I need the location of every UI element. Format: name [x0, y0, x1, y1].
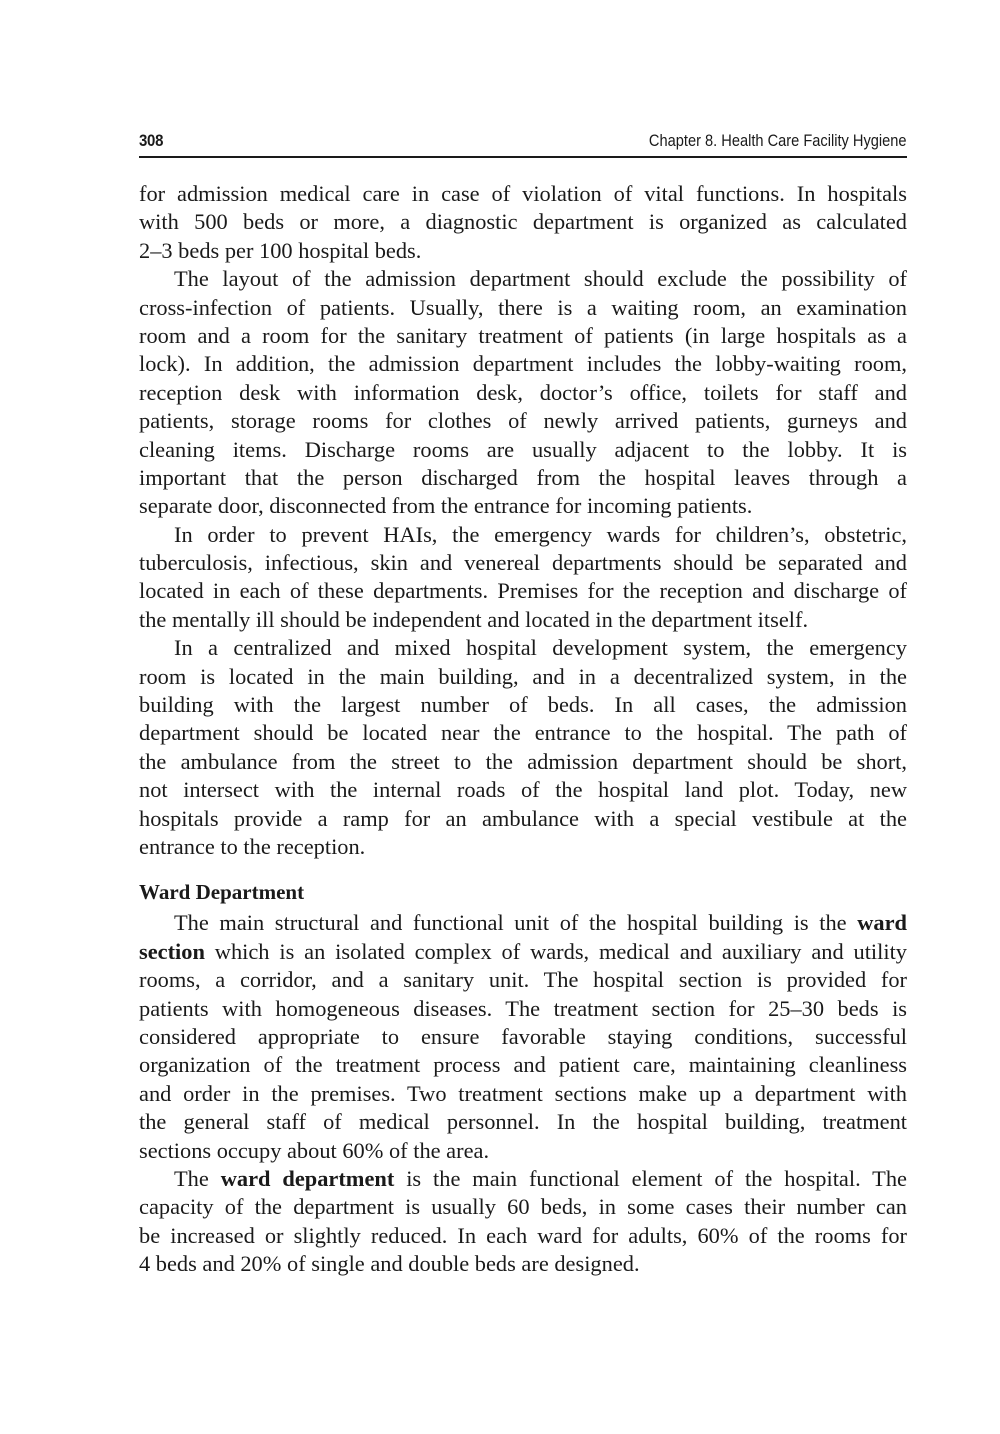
text-line: department should be located near the entrance to the hospital. The path of — [139, 720, 907, 746]
text-line: be increased or slightly reduced. In each ward for adults, 60% of the rooms for — [139, 1222, 907, 1248]
text-line: room and a room for the sanitary treatment of patients (in large hospitals as a — [139, 322, 907, 348]
text-line: organization of the treatment process and patient care, maintaining cleanliness — [139, 1052, 907, 1078]
text-line — [139, 938, 907, 966]
text-line: not intersect with the internal roads of the hospital land plot. Today, new — [139, 777, 907, 803]
paragraph-admission-care — [139, 180, 907, 265]
text-line: capacity of the department is usually 60 beds, in some cases their number can — [139, 1194, 907, 1220]
text-line: separate door, disconnected from the entrance for incoming patients. — [139, 493, 753, 519]
text-run: The — [174, 1165, 221, 1191]
paragraph-emergency-room-location — [139, 634, 907, 861]
text-line: the mentally ill should be independent and located in the department itself. — [139, 606, 809, 632]
text-line — [139, 1165, 907, 1193]
text-line: considered appropriate to ensure favorable staying conditions, successful — [139, 1023, 907, 1049]
text-line: room is located in the main building, and in a decentralized system, in the — [139, 663, 907, 689]
text-line: lock). In addition, the admission department includes the lobby-waiting room, — [139, 351, 907, 377]
text-line: building with the largest number of beds. In all cases, the admission — [139, 692, 907, 718]
paragraph-admission-layout — [139, 265, 907, 521]
text-line: rooms, a corridor, and a sanitary unit. The hospital section is provided for — [139, 967, 907, 993]
text-line: entrance to the reception. — [139, 833, 366, 859]
text-line: located in each of these departments. Premises for the reception and discharge of — [139, 578, 907, 604]
body-text — [139, 180, 907, 1278]
page-number: 308 — [139, 131, 164, 150]
text-line: and order in the premises. Two treatment sections make up a department with — [139, 1080, 907, 1106]
bold-term: ward department — [220, 1165, 395, 1191]
running-header — [139, 128, 907, 158]
text-line: patients, storage rooms for clothes of newly arrived patients, gurneys and — [139, 408, 907, 434]
text-run: which is an isolated complex of wards, medical and auxiliary and utility — [204, 938, 907, 964]
text-line: patients with homogeneous diseases. The treatment section for 25–30 beds is — [139, 995, 907, 1021]
bold-term: ward — [857, 910, 907, 936]
text-line: The layout of the admission department should exclude the possibility of — [174, 266, 907, 292]
paragraph-ward-section — [139, 909, 907, 1165]
text-line: important that the person discharged from the hospital leaves through a — [139, 464, 907, 490]
text-run: is the main functional element of the hospital. The — [394, 1165, 907, 1191]
bold-term: section — [139, 938, 205, 964]
text-line: for admission medical care in case of violation of vital functions. In hospitals — [139, 181, 907, 206]
section-heading: Ward Department — [139, 880, 305, 905]
book-page — [139, 128, 907, 1278]
text-line: the ambulance from the street to the admission department should be short, — [139, 748, 907, 774]
text-line: hospitals provide a ramp for an ambulance with a special vestibule at the — [139, 805, 907, 831]
text-line: reception desk with information desk, doctor’s office, toilets for staff and — [139, 379, 907, 405]
chapter-title: Chapter 8. Health Care Facility Hygiene — [649, 131, 907, 150]
text-line: the general staff of medical personnel. In the hospital building, treatment — [139, 1109, 907, 1135]
text-line: In a centralized and mixed hospital development system, the emergency — [174, 635, 907, 661]
text-run: The main structural and functional unit of the hospital building is the — [174, 910, 858, 936]
text-line: cleaning items. Discharge rooms are usually adjacent to the lobby. It is — [139, 436, 907, 462]
paragraph-ward-department — [139, 1165, 907, 1279]
text-line: In order to prevent HAIs, the emergency wards for children’s, obstetric, — [174, 521, 907, 547]
text-line: 4 beds and 20% of single and double beds are designed. — [139, 1251, 640, 1277]
text-line: cross-infection of patients. Usually, there is a waiting room, an examination — [139, 294, 907, 320]
text-line: sections occupy about 60% of the area. — [139, 1137, 490, 1163]
text-line: 2–3 beds per 100 hospital beds. — [139, 237, 422, 263]
text-line — [139, 909, 907, 937]
text-line: with 500 beds or more, a diagnostic department is organized as calculated — [139, 209, 907, 235]
paragraph-hai-prevention — [139, 521, 907, 635]
text-line: tuberculosis, infectious, skin and venereal departments should be separated and — [139, 550, 907, 576]
